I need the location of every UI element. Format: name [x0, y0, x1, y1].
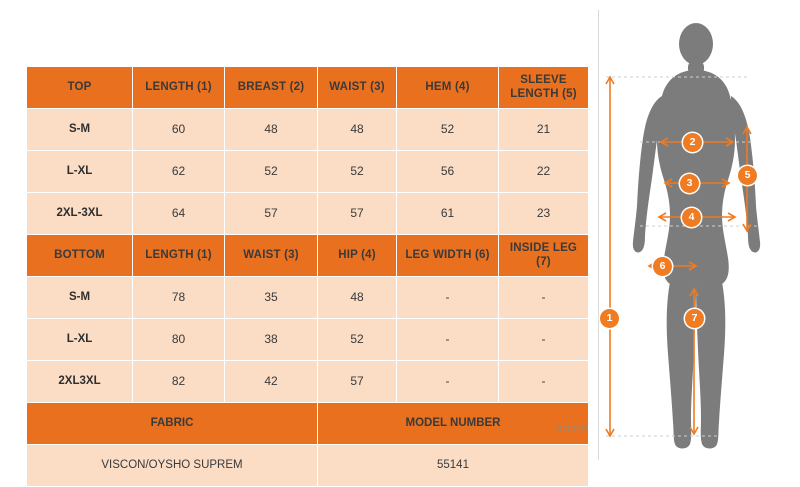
cell-value: 22 — [499, 151, 589, 193]
cell-value: - — [397, 319, 499, 361]
column-divider — [598, 10, 599, 460]
row-label-size: L-XL — [27, 151, 133, 193]
row-label-size: S-M — [27, 109, 133, 151]
table-row — [27, 319, 589, 361]
callout-badge-5: 5 — [738, 166, 757, 185]
cell-value: 78 — [133, 277, 225, 319]
cell-value: - — [397, 361, 499, 403]
cell-value: 62 — [133, 151, 225, 193]
cell-value: 64 — [133, 193, 225, 235]
header-cell-length: LENGTH (1) — [133, 235, 225, 277]
table-row — [27, 361, 589, 403]
callout-badge-7: 7 — [685, 309, 704, 328]
table-header-bottom — [27, 235, 589, 277]
cell-value: 52 — [318, 319, 397, 361]
cell-value: - — [397, 277, 499, 319]
header-cell-waist: WAIST (3) — [318, 67, 397, 109]
cell-fabric-value: VISCON/OYSHO SUPREM — [27, 445, 318, 487]
header-cell-top: TOP — [27, 67, 133, 109]
cell-value: 52 — [225, 151, 318, 193]
cell-value: 61 — [397, 193, 499, 235]
callout-badge-3: 3 — [680, 174, 699, 193]
cell-value: 35 — [225, 277, 318, 319]
cell-value: 57 — [225, 193, 318, 235]
table-row-footer — [27, 445, 589, 487]
header-cell-hip: HIP (4) — [318, 235, 397, 277]
table-header-top — [27, 67, 589, 109]
cell-value: 56 — [397, 151, 499, 193]
cell-value: 57 — [318, 361, 397, 403]
model-figure — [600, 18, 796, 458]
row-label-size: S-M — [27, 277, 133, 319]
header-cell-leg-width: LEG WIDTH (6) — [397, 235, 499, 277]
callout-badge-6: 6 — [653, 257, 672, 276]
cell-value: 42 — [225, 361, 318, 403]
row-label-size: 2XL-3XL — [27, 193, 133, 235]
cell-value: - — [499, 277, 589, 319]
size-table — [26, 66, 589, 487]
female-body-silhouette-icon — [600, 18, 796, 458]
header-cell-inside-leg: INSIDE LEG (7) — [499, 235, 589, 277]
header-cell-bottom: BOTTOM — [27, 235, 133, 277]
cell-value: 52 — [318, 151, 397, 193]
header-cell-sleeve-length: SLEEVE LENGTH (5) — [499, 67, 589, 109]
cell-value: - — [499, 361, 589, 403]
table-row — [27, 277, 589, 319]
cell-value: 52 — [397, 109, 499, 151]
callout-badge-1: 1 — [600, 309, 619, 328]
table-row — [27, 151, 589, 193]
header-cell-model-number: MODEL NUMBER — [318, 403, 589, 445]
cell-value: 23 — [499, 193, 589, 235]
table-row — [27, 193, 589, 235]
row-label-size: L-XL — [27, 319, 133, 361]
table-row — [27, 109, 589, 151]
header-cell-hem: HEM (4) — [397, 67, 499, 109]
header-cell-fabric: FABRIC — [27, 403, 318, 445]
cell-value: 48 — [318, 109, 397, 151]
header-cell-waist: WAIST (3) — [225, 235, 318, 277]
cell-value: 48 — [225, 109, 318, 151]
size-table-container — [26, 66, 588, 487]
cell-model-number-value: 55141 — [318, 445, 589, 487]
callout-badge-4: 4 — [682, 208, 701, 227]
cell-value: 38 — [225, 319, 318, 361]
header-cell-breast: BREAST (2) — [225, 67, 318, 109]
cell-value: - — [499, 319, 589, 361]
product-code-label: 370GR — [556, 424, 588, 435]
cell-value: 82 — [133, 361, 225, 403]
cell-value: 21 — [499, 109, 589, 151]
table-header-footer — [27, 403, 589, 445]
cell-value: 60 — [133, 109, 225, 151]
row-label-size: 2XL3XL — [27, 361, 133, 403]
callout-badge-2: 2 — [683, 133, 702, 152]
cell-value: 80 — [133, 319, 225, 361]
cell-value: 57 — [318, 193, 397, 235]
cell-value: 48 — [318, 277, 397, 319]
header-cell-length: LENGTH (1) — [133, 67, 225, 109]
